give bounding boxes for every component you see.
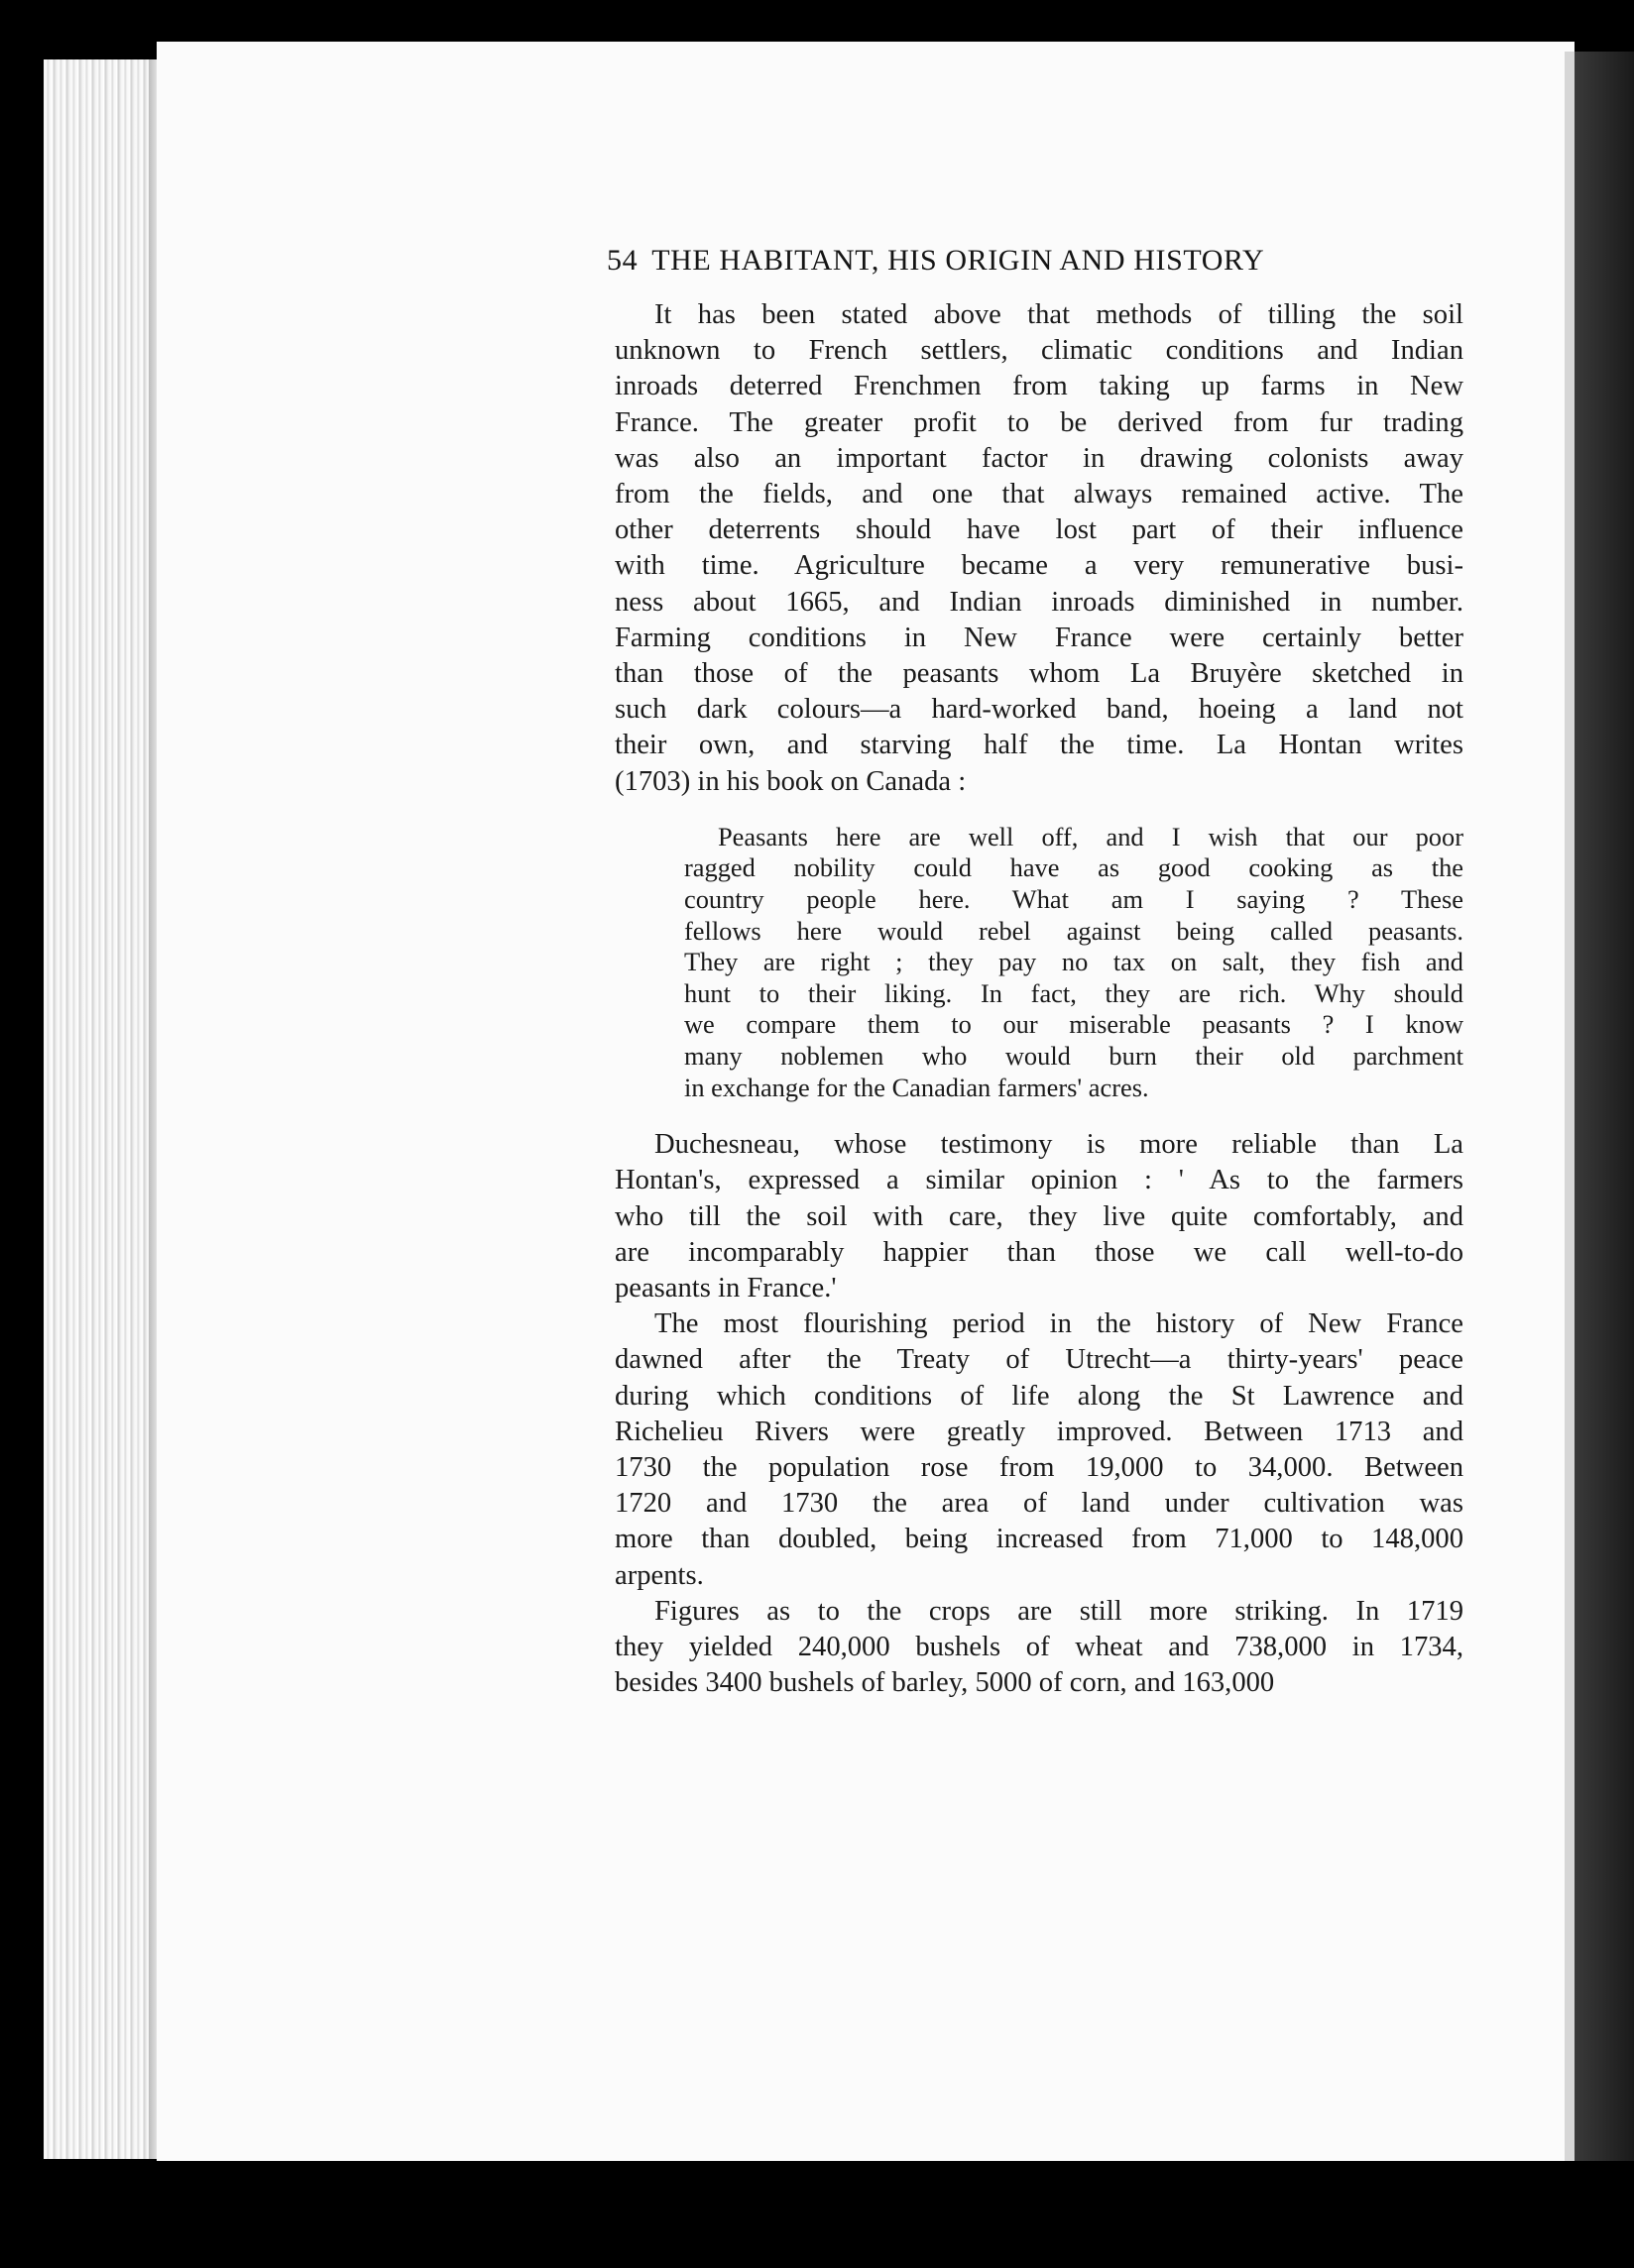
right-shadow bbox=[1575, 52, 1634, 2161]
text-line: many noblemen who would burn their old parchment bbox=[684, 1041, 1463, 1071]
text-line: inroads deterred Frenchmen from taking up farms in New bbox=[615, 371, 1463, 402]
text-line: other deterrents should have lost part of their influence bbox=[615, 514, 1463, 546]
text-line: fellows here would rebel against being called peasants. bbox=[684, 915, 1463, 946]
text-line: The most flourishing period in the history of New France bbox=[654, 1308, 1463, 1340]
body-text bbox=[615, 297, 1463, 1701]
text-line: more than doubled, being increased from 71,000 to 148,000 bbox=[615, 1524, 1463, 1555]
paragraph bbox=[615, 297, 1463, 800]
text-line: who till the soil with care, they live quite comfortably, and bbox=[615, 1200, 1463, 1232]
paragraph bbox=[615, 1127, 1463, 1306]
text-line: Duchesneau, whose testimony is more reliable than La bbox=[654, 1129, 1463, 1161]
text-line: during which conditions of life along the St Lawrence and bbox=[615, 1380, 1463, 1412]
text-line: peasants in France.' bbox=[615, 1273, 837, 1304]
text-line: Farming conditions in New France were certainly better bbox=[615, 622, 1463, 653]
text-line: 1730 the population rose from 19,000 to 34,000. Between bbox=[615, 1452, 1463, 1484]
text-line: Richelieu Rivers were greatly improved. Between 1713 and bbox=[615, 1416, 1463, 1447]
book-fore-edge bbox=[44, 59, 158, 2159]
text-line: They are right ; they pay no tax on salt, they fish and bbox=[684, 947, 1463, 977]
text-line: besides 3400 bushels of barley, 5000 of corn, and 163,000 bbox=[615, 1667, 1275, 1699]
text-line: ragged nobility could have as good cooking as the bbox=[684, 852, 1463, 883]
text-line: Hontan's, expressed a similar opinion : ' As to the farmers bbox=[615, 1165, 1463, 1196]
text-line: France. The greater profit to be derived from fur trading bbox=[615, 406, 1463, 438]
text-line: It has been stated above that methods of tilling the soil bbox=[654, 299, 1463, 330]
page-number: 54 bbox=[607, 244, 639, 277]
running-head bbox=[607, 244, 1479, 278]
text-line: in exchange for the Canadian farmers' acres. bbox=[684, 1072, 1149, 1102]
paragraph bbox=[615, 1306, 1463, 1594]
text-line: Figures as to the crops are still more striking. In 1719 bbox=[654, 1595, 1463, 1627]
text-line: dawned after the Treaty of Utrecht—a thirty-years' peace bbox=[615, 1344, 1463, 1376]
text-line: we compare them to our miserable peasants ? I know bbox=[684, 1009, 1463, 1040]
text-line: 1720 and 1730 the area of land under cultivation was bbox=[615, 1488, 1463, 1520]
text-line: Peasants here are well off, and I wish that our poor bbox=[718, 821, 1463, 851]
block-quote bbox=[684, 822, 1463, 1103]
text-line: (1703) in his book on Canada : bbox=[615, 765, 967, 797]
text-line: such dark colours—a hard-worked band, hoeing a land not bbox=[615, 694, 1463, 726]
text-line: arpents. bbox=[615, 1559, 704, 1591]
text-line: than those of the peasants whom La Bruyère sketched in bbox=[615, 658, 1463, 690]
text-line: from the fields, and one that always remained active. The bbox=[615, 479, 1463, 510]
running-title: THE HABITANT, HIS ORIGIN AND HISTORY bbox=[651, 244, 1265, 277]
text-line: hunt to their liking. In fact, they are rich. Why should bbox=[684, 977, 1463, 1008]
text-line: country people here. What am I saying ? These bbox=[684, 884, 1463, 915]
text-line: with time. Agriculture became a very remunerative busi- bbox=[615, 550, 1463, 582]
paragraph bbox=[615, 1594, 1463, 1702]
text-line: was also an important factor in drawing colonists away bbox=[615, 442, 1463, 474]
text-line: unknown to French settlers, climatic conditions and Indian bbox=[615, 335, 1463, 367]
text-line: ness about 1665, and Indian inroads diminished in number. bbox=[615, 586, 1463, 618]
text-line: are incomparably happier than those we call well-to-do bbox=[615, 1236, 1463, 1268]
text-line: they yielded 240,000 bushels of wheat and 738,000 in 1734, bbox=[615, 1632, 1463, 1663]
text-line: their own, and starving half the time. La Hontan writes bbox=[615, 730, 1463, 761]
